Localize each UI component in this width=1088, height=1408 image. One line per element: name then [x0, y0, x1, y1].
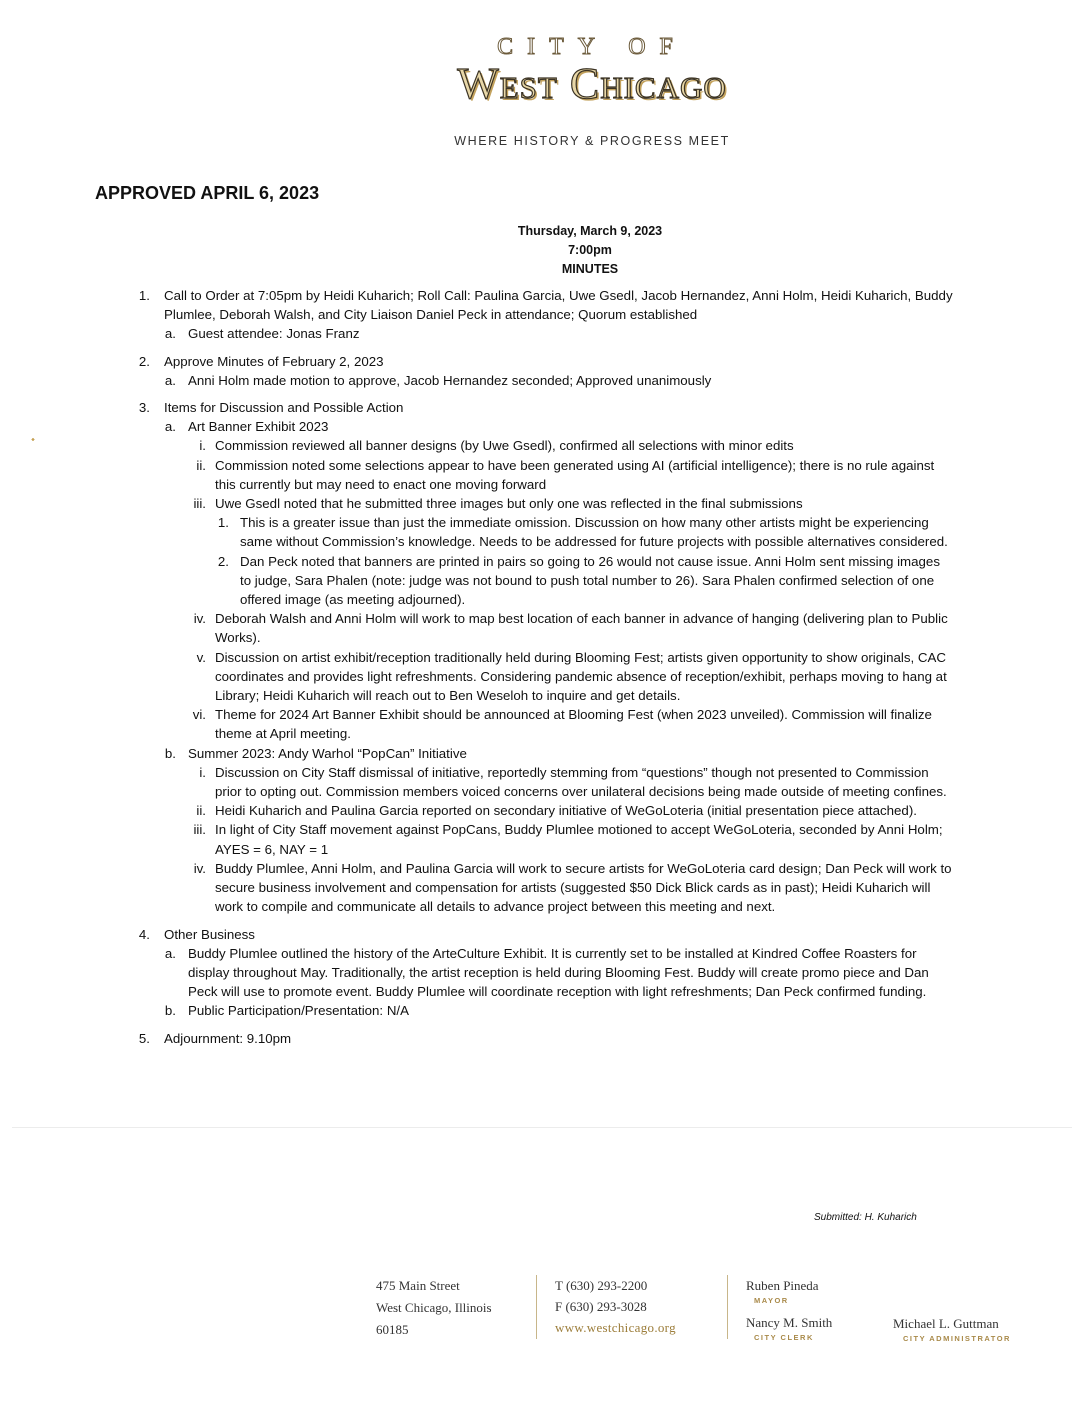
item-number: 1. — [138, 288, 150, 303]
footer-website: www.westchicago.org — [555, 1320, 676, 1335]
agenda-subitem — [134, 324, 954, 343]
meeting-title: MINUTES — [561, 262, 619, 276]
agenda-point — [134, 763, 954, 801]
administrator-role: CITY ADMINISTRATOR — [903, 1334, 1011, 1343]
agenda-point — [134, 436, 954, 455]
item-number: i. — [199, 438, 206, 454]
approval-stamp: APPROVED APRIL 6, 2023 — [95, 183, 320, 203]
item-number: a. — [164, 945, 176, 961]
agenda-point — [134, 456, 954, 494]
mayor-role: MAYOR — [754, 1296, 789, 1305]
item-text: Adjournment: 9.10pm — [164, 1030, 292, 1046]
meeting-date: Thursday, March 9, 2023 — [517, 224, 663, 238]
agenda-point — [134, 859, 954, 917]
item-spacer — [134, 1021, 954, 1029]
item-number: v. — [196, 649, 206, 665]
item-number: iii. — [193, 822, 206, 838]
submitted-by: Submitted: H. Kuharich — [814, 1212, 917, 1223]
minutes-list — [134, 286, 954, 1048]
item-text: Dan Peck noted that banners are printed in pairs so going to 26 would not cause issue. Anni Holm sent missing images to judge, Sara Phalen (note: judge was not bound to push total number to 26). Sara Phalen confirmed selection of one offered image (as meeting adjourned). — [240, 553, 940, 608]
item-text: Commission noted some selections appear to have been generated using AI (artificial intelligence); there is no rule against this currently but may need to enact one moving forward — [215, 457, 935, 492]
footer-clerk — [746, 1315, 832, 1345]
item-number: b. — [164, 745, 176, 761]
item-number: b. — [164, 1003, 176, 1019]
agenda-point — [134, 705, 954, 743]
agenda-point — [134, 609, 954, 647]
item-text: Art Banner Exhibit 2023 — [188, 419, 329, 435]
item-number: a. — [164, 326, 176, 342]
item-spacer — [134, 390, 954, 398]
item-number: a. — [164, 372, 176, 388]
letterhead-tagline: WHERE HISTORY & PROGRESS MEET — [454, 134, 730, 148]
footer-phone: T (630) 293-2200 — [555, 1278, 648, 1293]
clerk-role: CITY CLERK — [754, 1333, 814, 1342]
agenda-subitem — [134, 1001, 954, 1020]
letterhead-city-of: CITY OF — [497, 34, 687, 60]
item-text: Theme for 2024 Art Banner Exhibit should be announced at Blooming Fest (when 2023 unveiled). Commission will finalize theme at April meeting. — [215, 707, 932, 742]
agenda-subitem — [134, 944, 954, 1002]
address-zip: 60185 — [376, 1322, 409, 1337]
item-text: Deborah Walsh and Anni Holm will work to map best location of each banner in advance of hanging (delivering plan to Public Works). — [215, 611, 948, 646]
item-number: iii. — [193, 496, 206, 512]
agenda-subitem — [134, 417, 954, 436]
item-number: 3. — [138, 400, 150, 416]
divider-line — [12, 1127, 1072, 1128]
item-number: vi. — [192, 707, 206, 723]
footer-divider — [727, 1275, 728, 1339]
item-text: Uwe Gsedl noted that he submitted three images but only one was reflected in the final submissions — [215, 496, 803, 512]
address-city: West Chicago, Illinois — [376, 1300, 492, 1315]
item-number: i. — [199, 764, 206, 780]
item-text: Commission reviewed all banner designs (by Uwe Gsedl), confirmed all selections with minor edits — [215, 438, 794, 454]
item-text: Approve Minutes of February 2, 2023 — [164, 353, 384, 369]
item-text: Other Business — [164, 926, 255, 942]
item-text: Discussion on artist exhibit/reception traditionally held during Blooming Fest; artists given opportunity to show originals, CAC coordinates and provides light refreshments. Considering pandemic absence of reception/exhibit, perhaps moving to hang at Library; Heidi Kuharich will reach out to Ben Weseloh to inquire and get details. — [215, 649, 947, 704]
mayor-name: Ruben Pineda — [746, 1278, 819, 1293]
item-number: 2. — [138, 353, 150, 369]
item-text: Guest attendee: Jonas Franz — [188, 326, 360, 342]
administrator-name: Michael L. Guttman — [893, 1316, 999, 1331]
agenda-point — [134, 820, 954, 858]
footer-contact — [555, 1275, 676, 1338]
agenda-point — [134, 801, 954, 820]
item-text: Summer 2023: Andy Warhol “PopCan” Initiative — [188, 745, 467, 761]
item-text: Discussion on City Staff dismissal of initiative, reportedly stemming from “questions” though not presented to Commission prior to opting out. Commission members voiced concerns over unilateral decisions being made outside of meeting confines. — [215, 764, 947, 800]
footer-mayor — [746, 1278, 819, 1308]
item-text: Buddy Plumlee outlined the history of the ArteCulture Exhibit. It is currently set to be installed at Kindred Coffee Roasters for display throughout May. Traditionally, the artist reception is held during Blooming Fest. Buddy will create promo piece and Dan Peck will use to promote event. Buddy Plumlee will coordinate reception with light refreshments; Dan Peck confirmed funding. — [188, 945, 929, 1000]
item-number: 5. — [138, 1030, 150, 1046]
item-number: iv. — [193, 860, 206, 876]
paper-speck — [31, 437, 35, 442]
item-number: a. — [164, 419, 176, 435]
item-text: In light of City Staff movement against PopCans, Buddy Plumlee motioned to accept WeGoLoteria, seconded by Anni Holm; AYES = 6, NAY = 1 — [215, 822, 943, 857]
agenda-item — [134, 352, 954, 371]
letterhead-city-name: West Chicago — [457, 59, 727, 108]
agenda-item — [134, 286, 954, 324]
footer-fax: F (630) 293-3028 — [555, 1299, 647, 1314]
item-number: 4. — [138, 926, 150, 942]
agenda-point — [134, 648, 954, 706]
item-text: Items for Discussion and Possible Action — [164, 400, 404, 416]
item-text: This is a greater issue than just the immediate omission. Discussion on how many other artists might be experiencing same without Commission’s knowledge. Needs to be addressed for future projects with possible alternatives considered. — [240, 515, 948, 550]
item-number: ii. — [196, 803, 206, 819]
letterhead — [0, 34, 1088, 148]
item-text: Anni Holm made motion to approve, Jacob Hernandez seconded; Approved unanimously — [188, 372, 712, 388]
item-spacer — [134, 917, 954, 925]
footer-divider — [536, 1275, 537, 1339]
item-number: ii. — [196, 457, 206, 473]
item-number: 1. — [217, 515, 229, 531]
item-number: iv. — [193, 611, 206, 627]
agenda-point — [134, 494, 954, 513]
agenda-item — [134, 1029, 954, 1048]
item-text: Public Participation/Presentation: N/A — [188, 1003, 409, 1019]
footer-address — [376, 1275, 492, 1341]
meeting-time: 7:00pm — [568, 243, 612, 257]
agenda-item — [134, 398, 954, 417]
footer-administrator — [893, 1316, 1011, 1346]
item-text: Call to Order at 7:05pm by Heidi Kuharich; Roll Call: Paulina Garcia, Uwe Gsedl, Jacob Hernandez, Anni Holm, Heidi Kuharich, Buddy Plumlee, Deborah Walsh, and City Liaison Daniel Peck in attendance; Quorum established — [164, 288, 953, 323]
agenda-subpoint — [134, 552, 954, 610]
item-number: 2. — [217, 553, 229, 569]
item-text: Heidi Kuharich and Paulina Garcia reported on secondary initiative of WeGoLoteria (initial presentation piece attached). — [215, 803, 917, 819]
item-spacer — [134, 344, 954, 352]
agenda-subitem — [134, 371, 954, 390]
item-text: Buddy Plumlee, Anni Holm, and Paulina Garcia will work to secure artists for WeGoLoteria card design; Dan Peck will work to secure business involvement and compensation for artists (suggested $50 Dick Blick cards as in past); Heidi Kuharich will work to compile and communicate all details to advance project between this meeting and next. — [215, 860, 952, 915]
address-street: 475 Main Street — [376, 1278, 460, 1293]
meeting-header — [46, 222, 1088, 279]
clerk-name: Nancy M. Smith — [746, 1315, 833, 1330]
agenda-subitem — [134, 744, 954, 763]
agenda-item — [134, 925, 954, 944]
agenda-subpoint — [134, 513, 954, 551]
